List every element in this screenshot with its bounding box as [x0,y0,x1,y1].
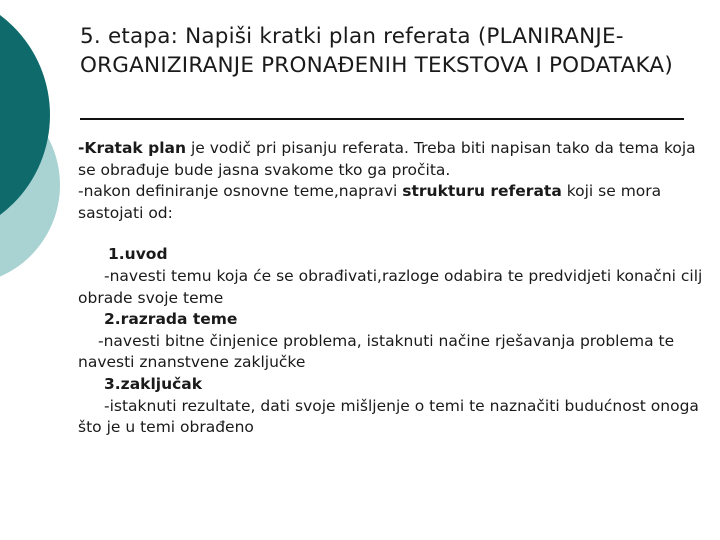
section-text-zakljucak-content: -istaknuti rezultate, dati svoje mišljenje o temi te naznačiti budućnost onoga što je u temi obrađeno [78,396,699,437]
spacer [78,224,708,244]
slide-body [78,138,708,439]
section-text-uvod [78,266,708,309]
intro-text: je vodič pri pisanju referata. Treba biti napisan tako da tema koja se obrađuje bude jasna svakome tko ga pročita. [78,139,696,179]
intro-bold-term: -Kratak plan [78,139,187,157]
structure-paragraph [78,181,708,224]
structure-text-start: -nakon definiranje osnovne teme,napravi [78,182,403,201]
section-text-razrada-content: -navesti bitne činjenice problema, istaknuti načine rješavanja problema te navesti znanstvene zaključke [78,331,675,372]
slide-title: 5. etapa: Napiši kratki plan referata (PLANIRANJE-ORGANIZIRANJE PRONAĐENIH TEKSTOVA I PODATAKA) [80,24,673,78]
intro-paragraph [78,138,708,181]
section-heading-uvod: 1.uvod [108,245,168,264]
decorative-circles [0,0,80,300]
section-text-uvod-content: -navesti temu koja će se obrađivati,razloge odabira te predvidjeti konačni cilj obrade svoje teme [78,266,703,307]
section-text-zakljucak [78,396,708,439]
structure-text-end: koji se mora sastojati od: [78,182,662,222]
title-divider [80,118,684,120]
section-heading-zakljucak: 3.zaključak [104,374,203,393]
structure-bold-term: strukturu referata [402,182,562,201]
section-heading-razrada: 2.razrada teme [104,310,238,329]
section-text-razrada [78,331,708,374]
